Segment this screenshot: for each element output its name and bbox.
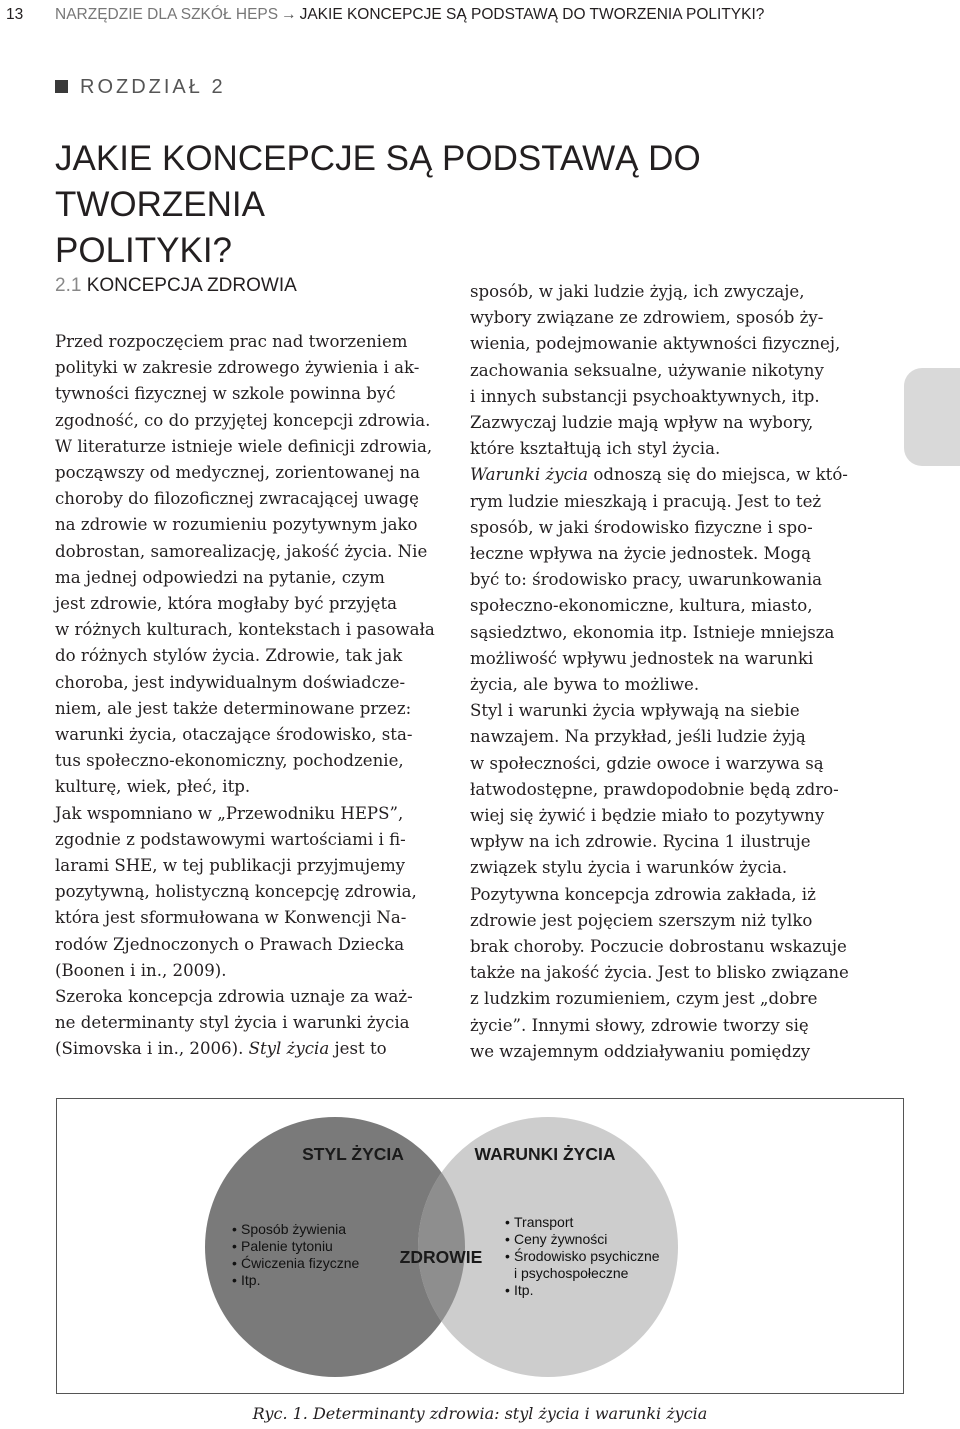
- text-line: także na jakość życia. Jest to blisko związane: [470, 963, 849, 983]
- text-line: ma jednej odpowiedzi na pytanie, czym: [55, 567, 385, 587]
- text-line: związek stylu życia i warunków życia.: [470, 858, 788, 878]
- text-line: larami SHE, w tej publikacji przyjmujemy: [55, 856, 406, 876]
- text-line: która jest sformułowana w Konwencji Na-: [55, 908, 407, 928]
- bullet-icon: •: [505, 1282, 510, 1298]
- text-line: Jak wspomniano w „Przewodniku HEPS”,: [55, 803, 404, 823]
- list-item: Sposób żywienia: [241, 1221, 347, 1237]
- text-line: zachowania seksualne, używanie nikotyny: [470, 360, 824, 380]
- living-conditions-title: WARUNKI ŻYCIA: [474, 1144, 616, 1164]
- bullet-icon: •: [232, 1238, 237, 1254]
- text-line: [470, 462, 854, 488]
- text-line: Pozytywna koncepcja zdrowia zakłada, iż: [470, 884, 816, 904]
- text-line: rodów Zjednoczonych o Prawach Dziecka: [55, 934, 405, 954]
- text-line: życie”. Innymi słowy, zdrowie tworzy się: [470, 1015, 809, 1035]
- text-line: niem, ale jest także determinowane przez:: [55, 698, 412, 718]
- text-line: łeczne wpływa na życie jednostek. Mogą: [470, 544, 812, 564]
- bullet-icon: •: [232, 1272, 237, 1288]
- page-number: 13: [6, 6, 24, 23]
- list-item: Itp.: [241, 1272, 261, 1288]
- square-bullet-icon: [55, 80, 68, 93]
- italic-term: Warunki życia: [470, 465, 589, 485]
- page-title: [55, 136, 915, 274]
- chapter-label: [55, 76, 226, 99]
- text-run: jest to: [329, 1039, 387, 1059]
- text-run: (Simovska i in., 2006).: [55, 1039, 249, 1059]
- running-title-chapter: JAKIE KONCEPCJE SĄ PODSTAWĄ DO TWORZENIA POLITYKI?: [299, 6, 765, 23]
- text-line: Zazwyczaj ludzie mają wpływ na wybory,: [470, 413, 814, 433]
- text-line: zgodność, co do przyjętej koncepcji zdrowia.: [55, 410, 431, 430]
- lifestyle-title: STYL ŻYCIA: [302, 1144, 404, 1164]
- text-line: wybory związane ze zdrowiem, sposób ży-: [470, 308, 824, 328]
- figure-frame: [56, 1098, 904, 1394]
- text-line: sąsiedztwo, ekonomia itp. Istnieje mniejsza: [470, 622, 835, 642]
- text-line: i innych substancji psychoaktywnych, itp.: [470, 386, 820, 406]
- text-line: wienia, podejmowanie aktywności fizycznej,: [470, 334, 841, 354]
- text-line: które kształtują ich styl życia.: [470, 439, 721, 459]
- list-item: Ćwiczenia fizyczne: [241, 1255, 360, 1271]
- arrow-icon: →: [281, 6, 297, 23]
- text-line: [55, 1036, 438, 1062]
- section-heading: [55, 275, 297, 297]
- bullet-icon: •: [232, 1255, 237, 1271]
- title-line: POLITYKI?: [55, 231, 233, 270]
- text-line: zgodnie z podstawowymi wartościami i fi-: [55, 829, 406, 849]
- bullet-icon: •: [505, 1231, 510, 1247]
- text-run: odnoszą się do miejsca, w któ-: [588, 465, 848, 485]
- text-line: pozytywną, holistyczną koncepcję zdrowia,: [55, 882, 417, 902]
- bullet-icon: •: [505, 1214, 510, 1230]
- text-line: ne determinanty styl życia i warunki życia: [55, 1013, 410, 1033]
- text-line: sposób, w jaki ludzie żyją, ich zwyczaje,: [470, 282, 805, 301]
- list-item: Ceny żywności: [514, 1231, 608, 1247]
- text-line: w różnych kulturach, kontekstach i pasowała: [55, 620, 435, 640]
- text-line: łatwodostępne, prawdopodobnie będą zdro-: [470, 779, 839, 799]
- chapter-label-text: ROZDZIAŁ 2: [80, 76, 226, 98]
- text-line: zdrowie jest pojęciem szerszym niż tylko: [470, 910, 813, 930]
- list-item: Środowisko psychiczne: [514, 1248, 660, 1264]
- section-number: 2.1: [55, 275, 82, 296]
- text-line: W literaturze istnieje wiele definicji zdrowia,: [55, 436, 433, 456]
- text-line: warunki życia, otaczające środowisko, sta-: [55, 725, 413, 745]
- text-line: tywności fizycznej w szkole powinna być: [55, 384, 396, 404]
- text-line: społeczno-ekonomiczne, kultura, miasto,: [470, 596, 813, 616]
- text-line: począwszy od medycznej, zorientowanej na: [55, 463, 421, 483]
- section-title: KONCEPCJA ZDROWIA: [86, 275, 297, 296]
- text-line: być to: środowisko pracy, uwarunkowania: [470, 570, 823, 590]
- text-line: jest zdrowie, która mogłaby być przyjęta: [55, 594, 398, 614]
- text-line: Styl i warunki życia wpływają na siebie: [470, 701, 800, 721]
- running-title: [55, 6, 764, 24]
- text-line: dobrostan, samorealizację, jakość życia. Nie: [55, 541, 428, 561]
- left-text-column: [55, 329, 438, 1063]
- figure-caption: Ryc. 1. Determinanty zdrowia: styl życia i warunki życia: [252, 1404, 708, 1423]
- list-item: Palenie tytoniu: [241, 1238, 333, 1254]
- list-item: Transport: [514, 1214, 574, 1230]
- text-line: do różnych stylów życia. Zdrowie, tak jak: [55, 646, 403, 666]
- text-line: polityki w zakresie zdrowego żywienia i ak-: [55, 358, 420, 378]
- text-line: we wzajemnym oddziaływaniu pomiędzy: [470, 1041, 811, 1061]
- text-line: nawzajem. Na przykład, jeśli ludzie żyją: [470, 727, 806, 747]
- text-line: brak choroby. Poczucie dobrostanu wskazuje: [470, 937, 847, 957]
- text-line: wpływ na ich zdrowie. Rycina 1 ilustruje: [470, 832, 811, 852]
- text-line: choroby do filozoficznej zwracającej uwagę: [55, 489, 419, 509]
- text-line: sposób, w jaki środowisko fizyczne i spo-: [470, 517, 813, 537]
- bullet-icon: •: [232, 1221, 237, 1237]
- text-line: (Boonen i in., 2009).: [55, 960, 227, 980]
- text-line: wiej się żywić i będzie miało to pozytywny: [470, 806, 825, 826]
- italic-term: Styl życia: [248, 1039, 330, 1059]
- text-line: życia, ale bywa to możliwe.: [470, 675, 700, 695]
- text-line: Szeroka koncepcja zdrowia uznaje za waż-: [55, 987, 413, 1007]
- health-label: ZDROWIE: [399, 1247, 483, 1267]
- text-line: możliwość wpływu jednostek na warunki: [470, 648, 814, 668]
- list-item: Itp.: [514, 1282, 534, 1298]
- text-line: na zdrowie w rozumieniu pozytywnym jako: [55, 515, 418, 535]
- running-title-book: NARZĘDZIE DLA SZKÓŁ HEPS: [55, 6, 279, 23]
- bullet-icon: •: [505, 1248, 510, 1264]
- right-text-column: [470, 279, 854, 1065]
- text-line: w społeczności, gdzie owoce i warzywa są: [470, 753, 824, 773]
- list-item: i psychospołeczne: [514, 1265, 629, 1281]
- title-line: JAKIE KONCEPCJE SĄ PODSTAWĄ DO TWORZENIA: [55, 139, 701, 224]
- chapter-thumb-tab: [904, 368, 960, 466]
- text-line: tus społeczno-ekonomiczny, pochodzenie,: [55, 751, 404, 771]
- text-line: rym ludzie mieszkają i pracują. Jest to też: [470, 491, 822, 511]
- text-line: z ludzkim rozumieniem, czym jest „dobre: [470, 989, 818, 1009]
- text-line: kulturę, wiek, płeć, itp.: [55, 777, 251, 797]
- text-line: choroba, jest indywidualnym doświadcze-: [55, 672, 406, 692]
- venn-diagram: [57, 1099, 903, 1393]
- text-line: Przed rozpoczęciem prac nad tworzeniem: [55, 332, 408, 351]
